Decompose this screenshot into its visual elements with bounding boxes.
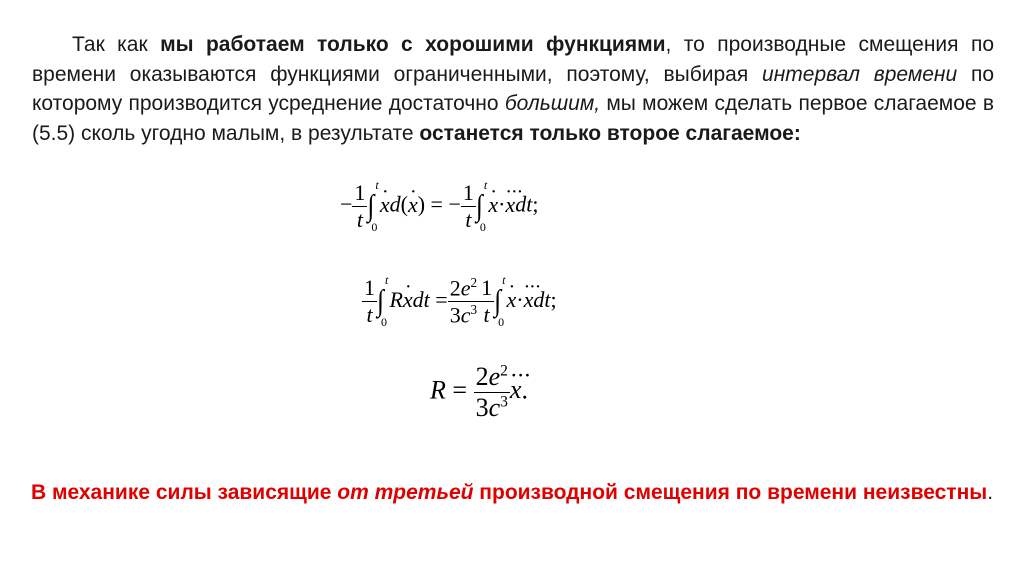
text-segment: , то производные смещения по времени оказываются функциями ограниченными, поэтому, выбирая xyxy=(32,33,994,86)
conclusion-text xyxy=(0,478,1024,508)
formula-2: $\frac{1}{t}$ ∫ t 0 R· xdt = $\frac{2e^2}{3c^3}$ $\frac{1}{t}$ ∫ t 0 · x···· xdt; xyxy=(362,275,557,329)
bold-segment: мы работаем только с хорошими функциями xyxy=(160,33,666,56)
bold-segment: останется только второе слагаемое: xyxy=(419,121,801,145)
text-segment: по которому производится усреднение достаточно xyxy=(32,62,995,116)
formula-3: R = $\frac{2e^2}{3c^3}$ ··· x. xyxy=(430,362,528,423)
conclusion-part2: производной смещения по времени неизвестны xyxy=(473,481,988,504)
formula-1: − $\frac{1}{t}$ ∫ t 0 · xd(· x) = − $\frac{1}{t}$ ∫ t 0 · x···· xdt; xyxy=(340,180,538,233)
main-paragraph xyxy=(32,30,994,148)
text-segment: Так как xyxy=(72,33,161,56)
italic-segment: интервал времени xyxy=(762,62,958,86)
italic-segment: большим, xyxy=(504,92,601,116)
conclusion-italic: от третьей xyxy=(337,481,474,504)
conclusion-part1: В механике силы зависящие xyxy=(30,481,338,504)
text-segment: мы можем сделать первое слагаемое в (5.5) сколь угодно малым, в результате xyxy=(32,92,994,145)
conclusion-period: . xyxy=(987,481,994,504)
